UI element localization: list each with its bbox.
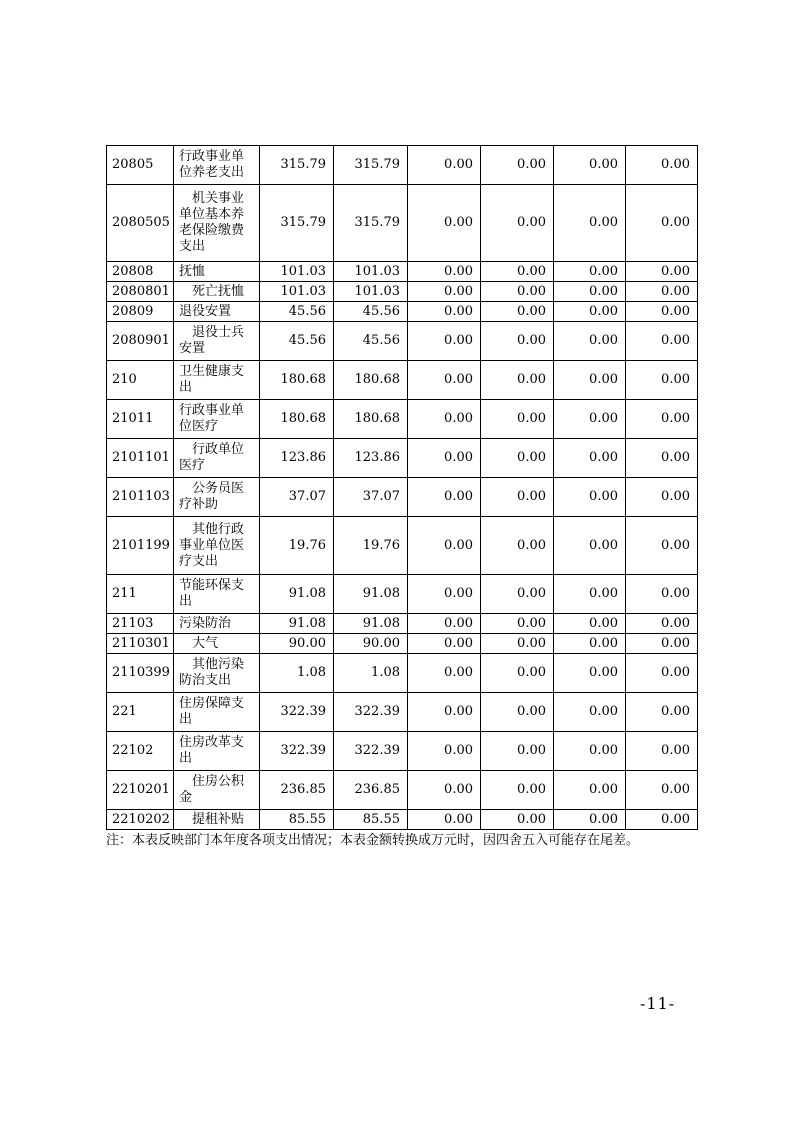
table-row [107,575,698,614]
amount-cell: 0.00 [481,654,554,693]
amount-cell: 0.00 [626,302,698,322]
amount-cell: 0.00 [554,282,626,302]
subject-name-cell: 公务员医疗补助 [174,478,260,517]
amount-cell: 0.00 [626,361,698,400]
amount-cell: 0.00 [408,146,481,185]
amount-cell: 0.00 [481,400,554,439]
subject-code-cell: 21103 [107,614,174,634]
amount-cell: 85.55 [260,810,334,830]
amount-cell: 0.00 [481,439,554,478]
amount-cell: 0.00 [408,654,481,693]
amount-cell: 37.07 [334,478,408,517]
amount-cell: 0.00 [626,575,698,614]
subject-code-cell: 22102 [107,732,174,771]
table-row [107,517,698,575]
subject-code-cell: 2080801 [107,282,174,302]
amount-cell: 0.00 [408,732,481,771]
amount-cell: 1.08 [260,654,334,693]
amount-cell: 0.00 [481,478,554,517]
amount-cell: 0.00 [408,575,481,614]
amount-cell: 0.00 [554,361,626,400]
subject-name-cell: 住房改革支出 [174,732,260,771]
amount-cell: 0.00 [554,262,626,282]
amount-cell: 101.03 [260,282,334,302]
amount-cell: 0.00 [554,693,626,732]
amount-cell: 101.03 [260,262,334,282]
amount-cell: 180.68 [334,361,408,400]
amount-cell: 0.00 [626,771,698,810]
expenditure-table [106,145,698,830]
subject-code-cell: 211 [107,575,174,614]
amount-cell: 101.03 [334,282,408,302]
amount-cell: 91.08 [260,575,334,614]
subject-name-cell: 污染防治 [174,614,260,634]
page-number: -11- [640,994,676,1013]
subject-name-cell: 节能环保支出 [174,575,260,614]
amount-cell: 315.79 [334,146,408,185]
amount-cell: 315.79 [260,146,334,185]
subject-name-cell: 死亡抚恤 [174,282,260,302]
amount-cell: 0.00 [626,634,698,654]
subject-code-cell: 2210202 [107,810,174,830]
amount-cell: 0.00 [481,361,554,400]
amount-cell: 315.79 [260,185,334,262]
amount-cell: 0.00 [481,282,554,302]
amount-cell: 0.00 [408,517,481,575]
table-row [107,634,698,654]
amount-cell: 0.00 [554,654,626,693]
amount-cell: 0.00 [554,400,626,439]
amount-cell: 0.00 [481,614,554,634]
subject-name-cell: 大气 [174,634,260,654]
amount-cell: 0.00 [626,262,698,282]
amount-cell: 180.68 [260,400,334,439]
subject-code-cell: 2210201 [107,771,174,810]
table-row [107,302,698,322]
amount-cell: 0.00 [626,478,698,517]
amount-cell: 0.00 [554,517,626,575]
amount-cell: 0.00 [554,575,626,614]
amount-cell: 0.00 [481,810,554,830]
amount-cell: 0.00 [481,693,554,732]
amount-cell: 0.00 [481,322,554,361]
table-row [107,185,698,262]
amount-cell: 322.39 [334,693,408,732]
subject-name-cell: 其他污染防治支出 [174,654,260,693]
amount-cell: 0.00 [408,262,481,282]
amount-cell: 0.00 [626,185,698,262]
amount-cell: 0.00 [408,282,481,302]
amount-cell: 91.08 [334,614,408,634]
amount-cell: 90.00 [260,634,334,654]
amount-cell: 0.00 [626,146,698,185]
amount-cell: 0.00 [626,517,698,575]
subject-name-cell: 机关事业单位基本养老保险缴费支出 [174,185,260,262]
amount-cell: 180.68 [334,400,408,439]
amount-cell: 0.00 [481,262,554,282]
amount-cell: 0.00 [626,693,698,732]
subject-code-cell: 21011 [107,400,174,439]
amount-cell: 37.07 [260,478,334,517]
subject-name-cell: 行政事业单位养老支出 [174,146,260,185]
amount-cell: 0.00 [481,146,554,185]
amount-cell: 0.00 [481,634,554,654]
amount-cell: 45.56 [260,302,334,322]
amount-cell: 0.00 [626,439,698,478]
subject-name-cell: 住房保障支出 [174,693,260,732]
amount-cell: 45.56 [334,322,408,361]
table-row [107,732,698,771]
subject-name-cell: 退役安置 [174,302,260,322]
amount-cell: 0.00 [481,771,554,810]
amount-cell: 45.56 [334,302,408,322]
amount-cell: 0.00 [554,146,626,185]
amount-cell: 0.00 [626,810,698,830]
amount-cell: 123.86 [334,439,408,478]
subject-code-cell: 20809 [107,302,174,322]
amount-cell: 322.39 [260,732,334,771]
subject-code-cell: 2110301 [107,634,174,654]
amount-cell: 236.85 [334,771,408,810]
subject-code-cell: 2110399 [107,654,174,693]
amount-cell: 0.00 [408,185,481,262]
subject-name-cell: 提租补贴 [174,810,260,830]
amount-cell: 0.00 [481,517,554,575]
amount-cell: 0.00 [626,322,698,361]
table-row [107,146,698,185]
table-row [107,771,698,810]
amount-cell: 0.00 [481,302,554,322]
amount-cell: 0.00 [554,810,626,830]
amount-cell: 322.39 [260,693,334,732]
amount-cell: 0.00 [626,400,698,439]
amount-cell: 0.00 [554,478,626,517]
amount-cell: 0.00 [408,614,481,634]
amount-cell: 45.56 [260,322,334,361]
table-row [107,282,698,302]
table-row [107,810,698,830]
amount-cell: 0.00 [408,771,481,810]
subject-code-cell: 2101103 [107,478,174,517]
amount-cell: 0.00 [554,732,626,771]
amount-cell: 0.00 [626,732,698,771]
amount-cell: 0.00 [408,810,481,830]
subject-name-cell: 其他行政事业单位医疗支出 [174,517,260,575]
amount-cell: 0.00 [626,654,698,693]
amount-cell: 236.85 [260,771,334,810]
amount-cell: 0.00 [481,732,554,771]
table-row [107,693,698,732]
amount-cell: 0.00 [408,693,481,732]
table-row [107,322,698,361]
amount-cell: 0.00 [554,322,626,361]
amount-cell: 101.03 [334,262,408,282]
amount-cell: 0.00 [408,634,481,654]
amount-cell: 180.68 [260,361,334,400]
amount-cell: 19.76 [260,517,334,575]
amount-cell: 322.39 [334,732,408,771]
amount-cell: 0.00 [554,185,626,262]
amount-cell: 0.00 [408,361,481,400]
amount-cell: 1.08 [334,654,408,693]
table-row [107,654,698,693]
subject-name-cell: 行政单位医疗 [174,439,260,478]
amount-cell: 90.00 [334,634,408,654]
amount-cell: 0.00 [554,771,626,810]
subject-name-cell: 住房公积金 [174,771,260,810]
table-row [107,439,698,478]
amount-cell: 0.00 [554,302,626,322]
table-row [107,400,698,439]
subject-code-cell: 2101199 [107,517,174,575]
amount-cell: 0.00 [408,439,481,478]
subject-code-cell: 2080505 [107,185,174,262]
table-note: 注：本表反映部门本年度各项支出情况；本表金额转换成万元时，因四舍五入可能存在尾差。 [106,833,640,848]
amount-cell: 0.00 [408,302,481,322]
table-body [107,146,698,830]
amount-cell: 0.00 [481,185,554,262]
amount-cell: 85.55 [334,810,408,830]
amount-cell: 0.00 [554,614,626,634]
amount-cell: 0.00 [408,478,481,517]
amount-cell: 19.76 [334,517,408,575]
amount-cell: 0.00 [554,439,626,478]
subject-code-cell: 210 [107,361,174,400]
table-row [107,361,698,400]
subject-code-cell: 2080901 [107,322,174,361]
subject-code-cell: 20808 [107,262,174,282]
subject-code-cell: 20805 [107,146,174,185]
table-row [107,478,698,517]
table-row [107,614,698,634]
subject-name-cell: 退役士兵安置 [174,322,260,361]
subject-code-cell: 2101101 [107,439,174,478]
amount-cell: 91.08 [260,614,334,634]
subject-name-cell: 行政事业单位医疗 [174,400,260,439]
amount-cell: 0.00 [408,400,481,439]
amount-cell: 0.00 [626,282,698,302]
amount-cell: 123.86 [260,439,334,478]
subject-code-cell: 221 [107,693,174,732]
table-row [107,262,698,282]
amount-cell: 0.00 [554,634,626,654]
amount-cell: 315.79 [334,185,408,262]
amount-cell: 0.00 [481,575,554,614]
amount-cell: 91.08 [334,575,408,614]
amount-cell: 0.00 [626,614,698,634]
amount-cell: 0.00 [408,322,481,361]
subject-name-cell: 卫生健康支出 [174,361,260,400]
subject-name-cell: 抚恤 [174,262,260,282]
